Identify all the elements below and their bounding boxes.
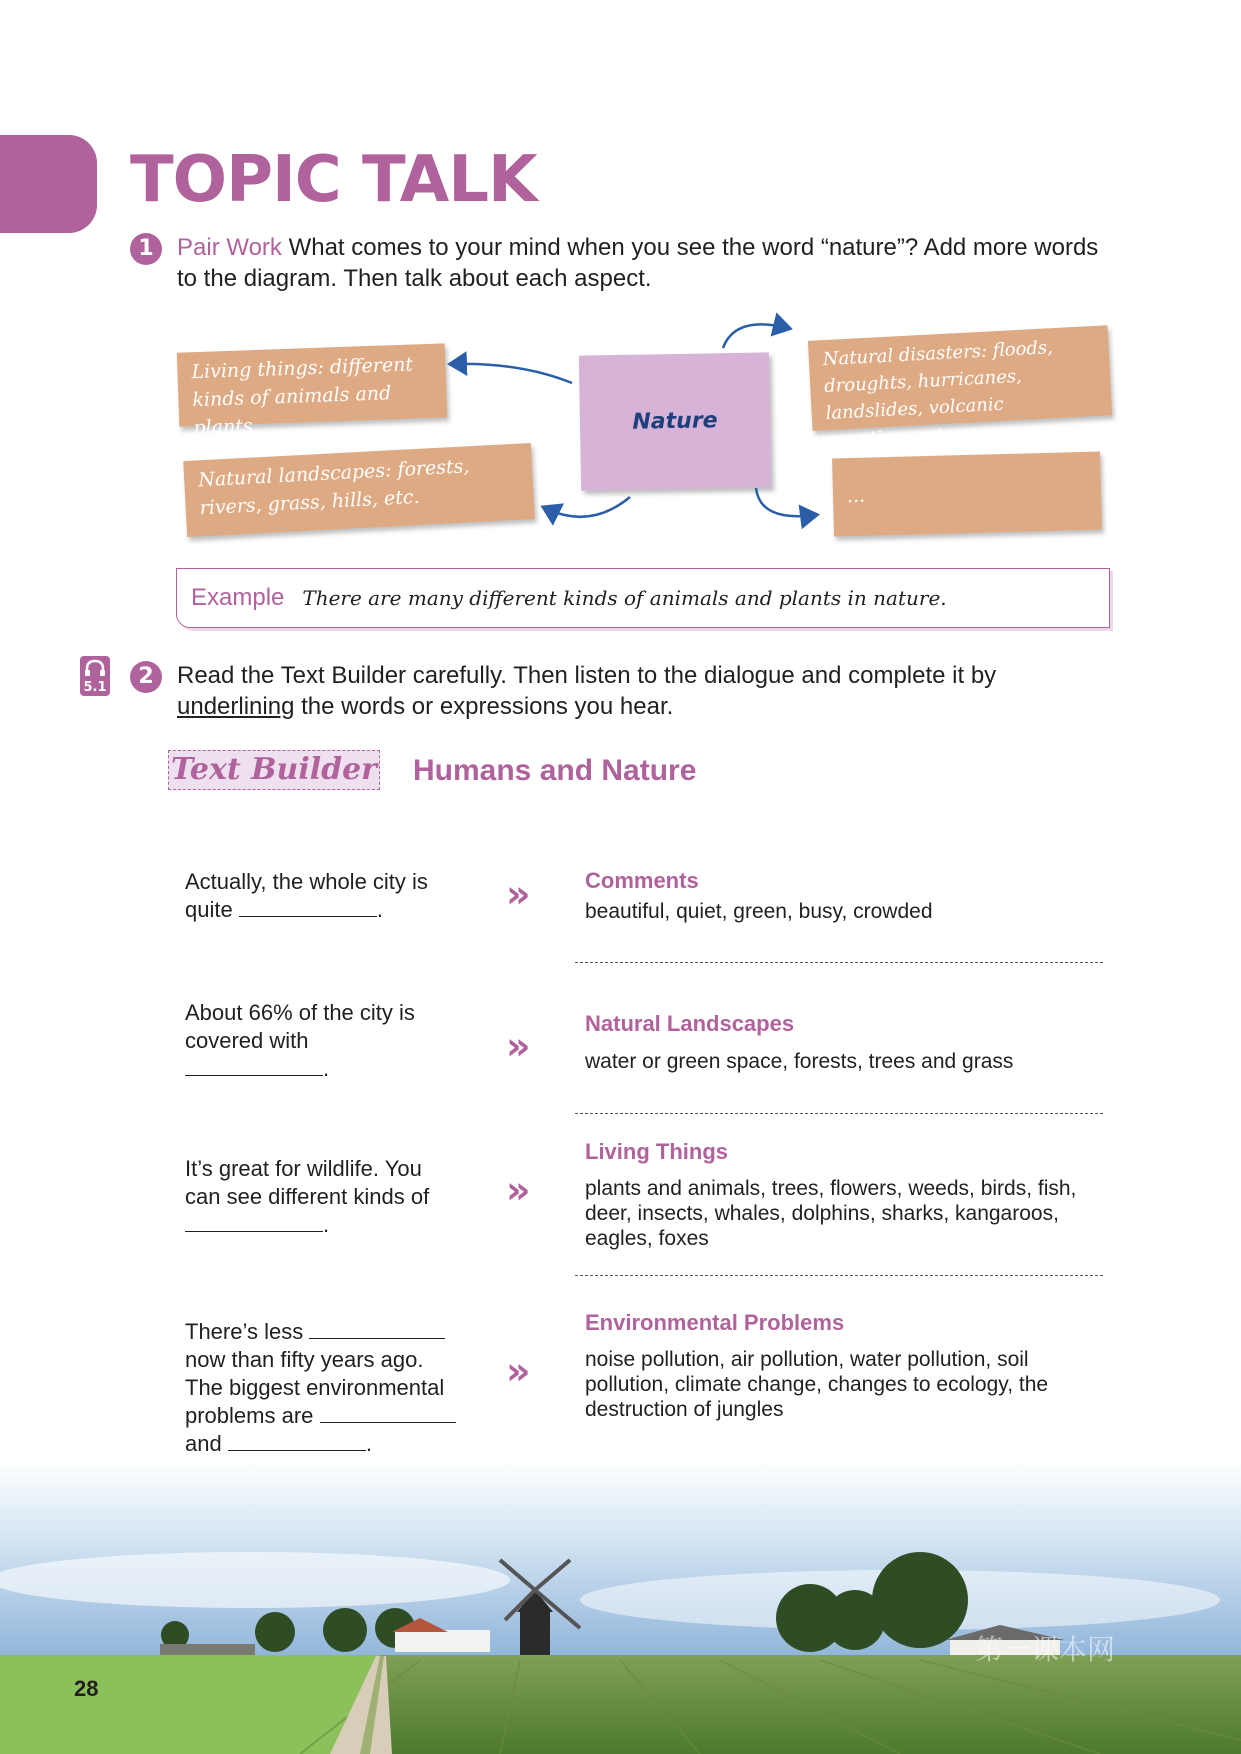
example-sentence: There are many different kinds of animals and plants in nature. bbox=[302, 586, 947, 610]
task-2-text-a: Read the Text Builder carefully. Then listen to the dialogue and complete it by bbox=[177, 662, 997, 689]
chevron-icon: » bbox=[506, 1349, 531, 1393]
countryside-landscape-image bbox=[0, 1460, 1241, 1754]
note-empty: ... bbox=[832, 452, 1102, 537]
page-title: TOPIC TALK bbox=[130, 143, 537, 217]
category-natural-landscapes: Natural Landscapes bbox=[585, 1011, 795, 1036]
chevron-icon: » bbox=[506, 872, 531, 916]
text-builder-label: Text Builder bbox=[168, 750, 380, 790]
task-2-text-b: the words or expressions you hear. bbox=[294, 693, 674, 720]
row-divider bbox=[575, 1275, 1103, 1276]
note-natural-landscapes: Natural landscapes: forests, rivers, grass, hills, etc. bbox=[183, 443, 535, 537]
audio-track-number: 5.1 bbox=[83, 680, 107, 695]
category-comments-items: beautiful, quiet, green, busy, crowded bbox=[585, 900, 933, 923]
category-natural-landscapes-items: water or green space, forests, trees and grass bbox=[585, 1050, 1014, 1073]
task-2-instruction bbox=[177, 660, 1097, 722]
answer-blank[interactable] bbox=[228, 1432, 366, 1451]
answer-blank[interactable] bbox=[320, 1404, 456, 1423]
answer-blank[interactable] bbox=[239, 898, 377, 917]
dialogue-line-1: Actually, the whole city is quite . bbox=[185, 869, 428, 922]
arrow-to-landscapes bbox=[545, 497, 630, 517]
category-environmental-problems-items: noise pollution, air pollution, water pollution, soil pollution, climate change, changes to ecology, the destruction of jungles bbox=[585, 1348, 1049, 1421]
task-1-number: 1 bbox=[130, 233, 162, 265]
arrow-to-disasters bbox=[723, 324, 788, 348]
diagram-arrows bbox=[0, 0, 1241, 560]
note-natural-disasters: Natural disasters: floods, droughts, hurricanes, landslides, volcanic eruptions, etc. bbox=[808, 325, 1112, 431]
dialogue-line-2: About 66% of the city is covered with . bbox=[185, 1000, 415, 1081]
answer-blank[interactable] bbox=[185, 1057, 323, 1076]
arrow-to-empty bbox=[756, 488, 815, 516]
watermark: 第一课本网 bbox=[975, 1633, 1116, 1666]
example-label: Example bbox=[191, 584, 285, 611]
answer-blank[interactable] bbox=[309, 1320, 445, 1339]
headphones-icon bbox=[84, 659, 106, 677]
arrow-to-living-things bbox=[452, 364, 572, 383]
chevron-icon: » bbox=[506, 1168, 531, 1212]
answer-blank[interactable] bbox=[185, 1213, 323, 1232]
note-living-things: Living things: different kinds of animals and plants bbox=[177, 343, 447, 426]
example-box bbox=[176, 568, 1110, 628]
page-number: 28 bbox=[74, 1676, 99, 1701]
category-environmental-problems: Environmental Problems bbox=[585, 1310, 845, 1335]
category-living-things-items: plants and animals, trees, flowers, weeds, birds, fish, deer, insects, whales, dolphins, sharks, kangaroos, eagles, foxes bbox=[585, 1177, 1077, 1250]
pair-work-label: Pair Work bbox=[177, 234, 282, 261]
category-comments: Comments bbox=[585, 868, 699, 893]
task-2-underlined-word: underlining bbox=[177, 693, 295, 720]
task-2-number: 2 bbox=[130, 661, 162, 693]
row-divider bbox=[575, 962, 1103, 963]
category-living-things: Living Things bbox=[585, 1139, 728, 1164]
dialogue-line-4: There’s less now than fifty years ago. The biggest environmental problems are and . bbox=[185, 1318, 475, 1458]
dialogue-line-3: It’s great for wildlife. You can see different kinds of . bbox=[185, 1156, 430, 1237]
nature-center-box: Nature bbox=[579, 352, 771, 490]
audio-track-badge[interactable] bbox=[80, 656, 110, 696]
row-divider bbox=[575, 1113, 1103, 1114]
task-1-text: What comes to your mind when you see the word “nature”? Add more words to the diagram. Then talk about each aspect. bbox=[177, 234, 1099, 292]
text-builder-title: Humans and Nature bbox=[413, 754, 697, 787]
chevron-icon: » bbox=[506, 1024, 531, 1068]
